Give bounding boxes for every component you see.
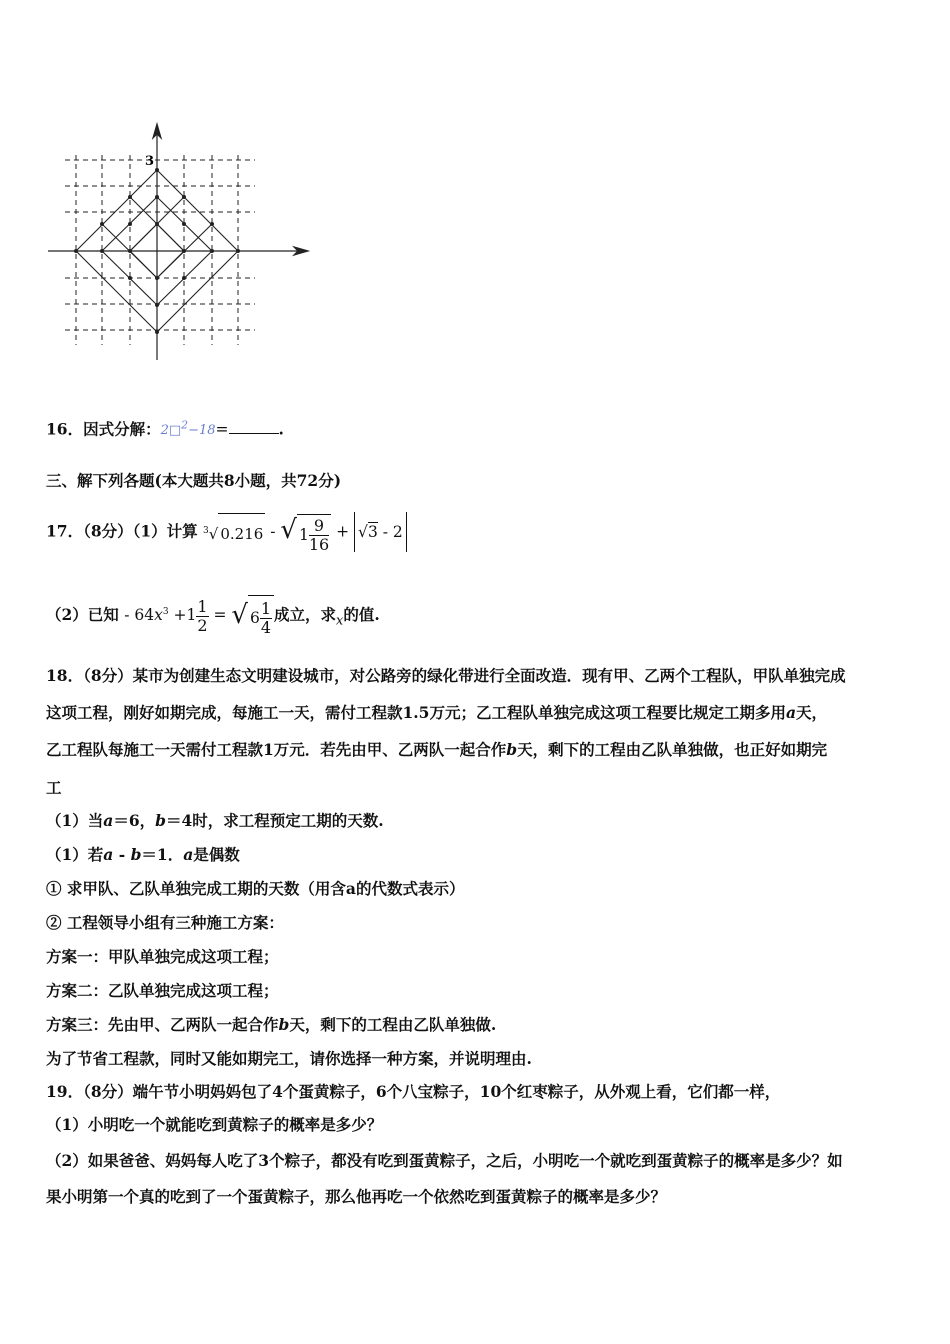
question-19-sub-1: （1）小明吃一个就能吃到黄粽子的概率是多少？ [46, 1115, 383, 1134]
question-18-sub-2: （1）若a - b＝1．a是偶数 [46, 845, 240, 864]
question-17-part-1: 17．（8分）（1）计算 $^3$√ 0.216 - √ 1 $\frac{9}{16}$ + √3 - 2 [46, 510, 407, 555]
coordinate-grid-figure [40, 120, 320, 370]
section-3-title: 三、解下列各题(本大题共8小题，共72分) [46, 471, 342, 490]
question-18-line-3: 乙工程队每施工一天需付工程款1万元．若先由甲、乙两队一起合作b天，剩下的工程由乙队单独做，也正好如期完 [46, 740, 828, 759]
question-16: 16．因式分解：2□$^2$−18= . [46, 419, 284, 439]
question-18-line-2: 这项工程，刚好如期完成，每施工一天，需付工程款1.5万元；乙工程队单独完成这项工程要比规定工期多用a天， [46, 703, 828, 722]
plan-3: 方案三：先由甲、乙两队一起合作b天，剩下的工程由乙队单独做. [46, 1015, 497, 1034]
question-18-final: 为了节省工程款，同时又能如期完工，请你选择一种方案，并说明理由. [46, 1049, 532, 1068]
question-19-line-1: 19．（8分）端午节小明妈妈包了4个蛋黄粽子，6个八宝粽子，10个红枣粽子，从外观上看，它们都一样， [46, 1082, 781, 1101]
plan-2: 方案二：乙队单独完成这项工程； [46, 981, 279, 1000]
question-18-line-1: 18．（8分）某市为创建生态文明建设城市，对公路旁的绿化带进行全面改造．现有甲、乙两个工程队，甲队单独完成 [46, 666, 846, 685]
question-18-item-2: ② 工程领导小组有三种施工方案： [46, 913, 284, 932]
plan-1: 方案一：甲队单独完成这项工程； [46, 947, 279, 966]
question-19-sub-2a: （2）如果爸爸、妈妈每人吃了3个粽子，都没有吃到蛋黄粽子，之后，小明吃一个就吃到蛋黄粽子的概率是多少？如 [46, 1151, 843, 1170]
formula-image: 2□$^2$−18 [160, 419, 216, 439]
dashed-grid [65, 155, 255, 345]
question-17-part-2: （2）已知 - $64x^3 +1$ $\frac{1}{2}$ = √ 6 $\frac{1}{4}$ 成立，求$_x$的值. [46, 590, 380, 643]
question-19-sub-2b: 果小明第一个真的吃到了一个蛋黄粽子，那么他再吃一个依然吃到蛋黄粽子的概率是多少？ [46, 1187, 667, 1206]
y-axis-label-3: 3 [145, 154, 155, 169]
question-18-line-4: 工 [46, 778, 62, 797]
question-18-item-1: ① 求甲队、乙队单独完成工期的天数（用含a的代数式表示） [46, 879, 465, 898]
axes [48, 124, 308, 360]
answer-blank[interactable] [229, 419, 279, 434]
question-18-sub-1: （1）当a＝6，b＝4时，求工程预定工期的天数. [46, 811, 384, 830]
